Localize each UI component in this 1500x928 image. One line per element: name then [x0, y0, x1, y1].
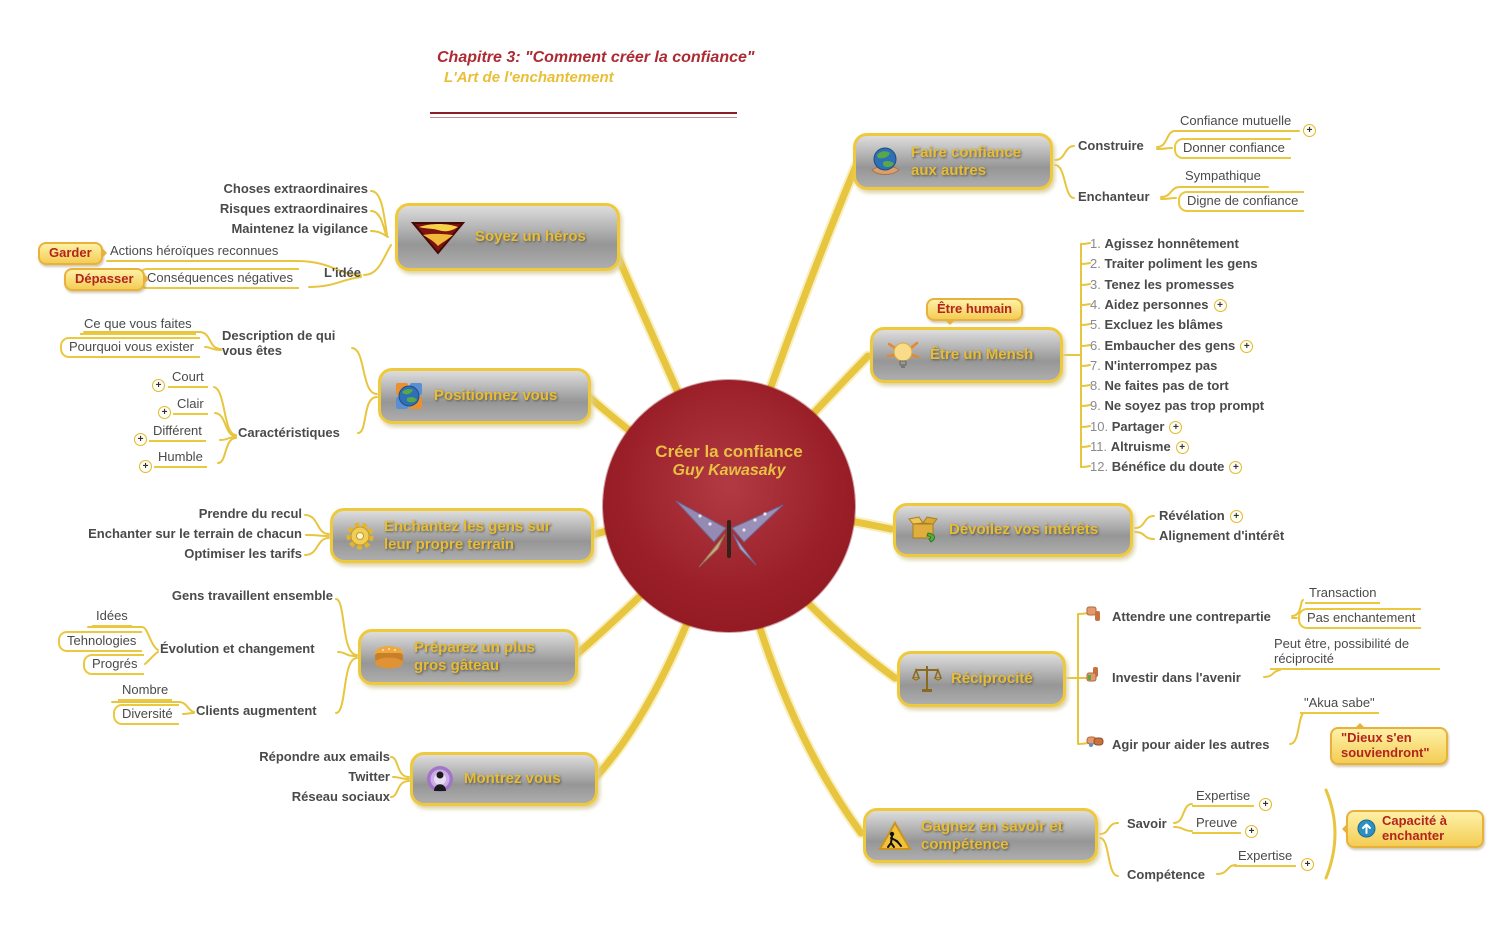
subtopic-pas-enchantement[interactable]: Pas enchantement — [1298, 608, 1421, 629]
scales-icon — [912, 663, 942, 695]
subtopic-peut-etre-reciprocite[interactable]: Peut être, possibilité de réciprocité — [1270, 637, 1440, 670]
central-topic[interactable] — [603, 380, 855, 632]
thumb-up-icon — [1086, 666, 1103, 683]
subtopic-risques-extraordinaires[interactable]: Risques extraordinaires — [219, 201, 368, 216]
subtopic-nombre[interactable]: Nombre — [118, 683, 172, 701]
mensh-item-7[interactable]: 7. N'interrompez pas — [1090, 358, 1218, 373]
subtopic-court[interactable]: Court — [168, 370, 208, 388]
subtopic-preuve[interactable]: Preuve — [1192, 816, 1241, 834]
topic-label: Gagnez en savoir et compétence — [921, 817, 1063, 853]
subtopic-consequences-negatives[interactable]: Conséquences négatives — [138, 268, 299, 289]
subtopic-sympathique[interactable]: Sympathique — [1185, 168, 1261, 183]
topic-label: Montrez vous — [464, 770, 561, 787]
callout-depasser[interactable]: Dépasser — [64, 268, 145, 291]
subtopic-expertise-2[interactable]: Expertise — [1234, 849, 1296, 867]
mensh-item-1[interactable]: 1. Agissez honnêtement — [1090, 236, 1239, 251]
subtopic-evolution-changement[interactable]: Évolution et changement — [160, 641, 315, 656]
capacity-up-arrow-icon — [1357, 819, 1376, 838]
topic-label: Faire confiance aux autres — [911, 143, 1022, 179]
subtopic-actions-heroiques[interactable]: Actions héroïques reconnues — [110, 243, 279, 258]
mensh-item-12[interactable]: 12. Bénéfice du doute + — [1090, 459, 1242, 474]
subtopic-different[interactable]: Différent — [149, 424, 206, 442]
topic-label: Réciprocité — [951, 670, 1033, 687]
subtopic-agir-aider-autres[interactable]: Agir pour aider les autres — [1112, 737, 1270, 752]
subtopic-humble[interactable]: Humble — [154, 450, 207, 468]
superman-icon — [410, 219, 466, 255]
expand-badge[interactable]: + — [1245, 825, 1258, 838]
mensh-item-10[interactable]: 10. Partager + — [1090, 419, 1182, 434]
expand-badge[interactable]: + — [1176, 441, 1189, 454]
subtopic-clair[interactable]: Clair — [173, 397, 208, 415]
handshake-icon — [1086, 733, 1104, 749]
mensh-item-5[interactable]: 5. Excluez les blâmes — [1090, 317, 1223, 332]
topic-etre-un-mensh[interactable] — [870, 327, 1063, 383]
topic-reciprocite[interactable] — [897, 651, 1066, 707]
subtopic-prendre-du-recul[interactable]: Prendre du recul — [198, 506, 302, 521]
expand-badge[interactable]: + — [134, 433, 147, 446]
topic-label: Préparez un plus gros gâteau — [414, 639, 535, 674]
subtopic-maintenez-vigilance[interactable]: Maintenez la vigilance — [231, 221, 368, 236]
topic-label: Positionnez vous — [434, 387, 558, 404]
subtopic-diversite[interactable]: Diversité — [113, 704, 179, 725]
subtopic-tehnologies[interactable]: Tehnologies — [58, 631, 142, 652]
expand-badge[interactable]: + — [1229, 461, 1242, 474]
subtopic-savoir[interactable]: Savoir — [1127, 816, 1167, 831]
expand-badge[interactable]: + — [1230, 510, 1243, 523]
subtopic-reseau-sociaux[interactable]: Réseau sociaux — [291, 789, 390, 804]
subtopic-pourquoi-vous-exister[interactable]: Pourquoi vous exister — [60, 337, 200, 358]
topic-faire-confiance[interactable] — [853, 133, 1053, 190]
topic-label: Dévoilez vos intérêts — [949, 521, 1099, 538]
subtopic-gens-travaillent[interactable]: Gens travaillent ensemble — [171, 588, 333, 603]
central-topic-title: Créer la confiance — [655, 442, 803, 461]
expand-badge[interactable]: + — [1301, 858, 1314, 871]
expand-badge[interactable]: + — [1169, 421, 1182, 434]
subtopic-revelation[interactable]: Révélation + — [1159, 509, 1243, 524]
package-icon — [908, 515, 940, 545]
puzzle-globe-icon — [393, 380, 425, 412]
subtopic-akua-sabe[interactable]: "Akua sabe" — [1300, 696, 1379, 714]
topic-label: Enchantez les gens sur leur propre terrain — [384, 517, 551, 553]
topic-enchantez-terrain[interactable] — [330, 508, 594, 563]
topic-gagnez-savoir[interactable] — [863, 808, 1098, 863]
subtopic-construire[interactable]: Construire — [1078, 138, 1144, 153]
subtopic-description[interactable]: Description de qui vous êtes — [222, 328, 336, 358]
subtopic-competence[interactable]: Compétence — [1127, 867, 1206, 882]
expand-badge[interactable]: + — [1303, 124, 1316, 137]
roadwork-icon — [878, 821, 912, 851]
thumb-down-icon — [1086, 606, 1103, 623]
mensh-item-11[interactable]: 11. Altruisme + — [1090, 439, 1189, 454]
map-title-line1: Chapitre 3: "Comment créer la confiance" — [437, 49, 755, 66]
topic-positionnez-vous[interactable] — [378, 368, 591, 424]
subtopic-enchanteur[interactable]: Enchanteur — [1078, 189, 1150, 204]
subtopic-expertise-1[interactable]: Expertise — [1192, 789, 1254, 807]
subtopic-repondre-emails[interactable]: Répondre aux emails — [259, 749, 390, 764]
subtopic-optimiser-tarifs[interactable]: Optimiser les tarifs — [184, 546, 302, 561]
mensh-item-9[interactable]: 9. Ne soyez pas trop prompt — [1090, 398, 1265, 413]
subtopic-investir-avenir[interactable]: Investir dans l'avenir — [1112, 670, 1241, 685]
subtopic-choses-extraordinaires[interactable]: Choses extraordinaires — [223, 181, 368, 196]
expand-badge[interactable]: + — [152, 379, 165, 392]
subtopic-attendre-contrepartie[interactable]: Attendre une contrepartie — [1112, 609, 1271, 624]
callout-capacite-label: Capacité à enchanter — [1382, 813, 1448, 843]
callout-garder[interactable]: Garder — [38, 242, 103, 265]
subtopic-digne-de-confiance[interactable]: Digne de confiance — [1178, 191, 1304, 212]
subtopic-idee[interactable]: L'idée — [323, 265, 361, 280]
subtopic-progres[interactable]: Progrés — [83, 654, 144, 675]
mensh-item-8[interactable]: 8. Ne faites pas de tort — [1090, 378, 1229, 393]
subtopic-donner-confiance[interactable]: Donner confiance — [1174, 138, 1291, 159]
topic-label: Soyez un héros — [475, 228, 586, 245]
topic-devoilez-interets[interactable] — [893, 503, 1133, 557]
subtopic-twitter[interactable]: Twitter — [348, 769, 390, 784]
subtopic-alignement-interet[interactable]: Alignement d'intérêt — [1159, 528, 1285, 543]
expand-badge[interactable]: + — [1214, 299, 1227, 312]
subtopic-clients-augmentent[interactable]: Clients augmentent — [196, 703, 317, 718]
subtopic-enchanter-terrain-chacun[interactable]: Enchanter sur le terrain de chacun — [88, 526, 302, 541]
butterfly-icon — [670, 488, 788, 572]
mensh-item-2[interactable]: 2. Traiter poliment les gens — [1090, 256, 1258, 271]
mensh-item-6[interactable]: 6. Embaucher des gens + — [1090, 338, 1253, 353]
topic-preparez-gateau[interactable] — [358, 629, 578, 685]
subtopic-ce-que-vous-faites[interactable]: Ce que vous faites — [80, 317, 196, 335]
topic-label: Être un Mensh — [930, 346, 1034, 363]
topic-montrez-vous[interactable] — [410, 752, 598, 806]
brace-line — [1326, 790, 1335, 878]
gear-icon — [345, 521, 375, 551]
expand-badge[interactable]: + — [158, 406, 171, 419]
subtopic-transaction[interactable]: Transaction — [1305, 586, 1380, 604]
podcast-icon — [425, 764, 455, 794]
callout-etre-humain[interactable]: Être humain — [926, 298, 1023, 321]
map-subtitle: L'Art de l'enchantement — [444, 69, 614, 86]
topic-soyez-un-heros[interactable] — [395, 203, 620, 271]
subtopic-idees[interactable]: Idées — [92, 609, 132, 627]
callout-capacite-enchanter[interactable] — [1346, 810, 1484, 848]
subtopic-caracteristiques[interactable]: Caractéristiques — [238, 425, 340, 440]
expand-badge[interactable]: + — [139, 460, 152, 473]
mensh-item-3[interactable]: 3. Tenez les promesses — [1090, 277, 1235, 292]
globe-hand-icon — [868, 146, 902, 178]
lightbulb-icon — [885, 338, 921, 372]
title-rule — [430, 112, 737, 118]
expand-badge[interactable]: + — [1240, 340, 1253, 353]
mensh-item-4[interactable]: 4. Aidez personnes + — [1090, 297, 1227, 312]
central-topic-author: Guy Kawasaky — [672, 462, 786, 479]
subtopic-confiance-mutuelle[interactable]: Confiance mutuelle — [1180, 113, 1292, 128]
map-title — [437, 48, 757, 88]
callout-dieux-souviendront[interactable]: "Dieux s'en souviendront" — [1330, 727, 1448, 765]
expand-badge[interactable]: + — [1259, 798, 1272, 811]
burger-icon — [373, 644, 405, 670]
